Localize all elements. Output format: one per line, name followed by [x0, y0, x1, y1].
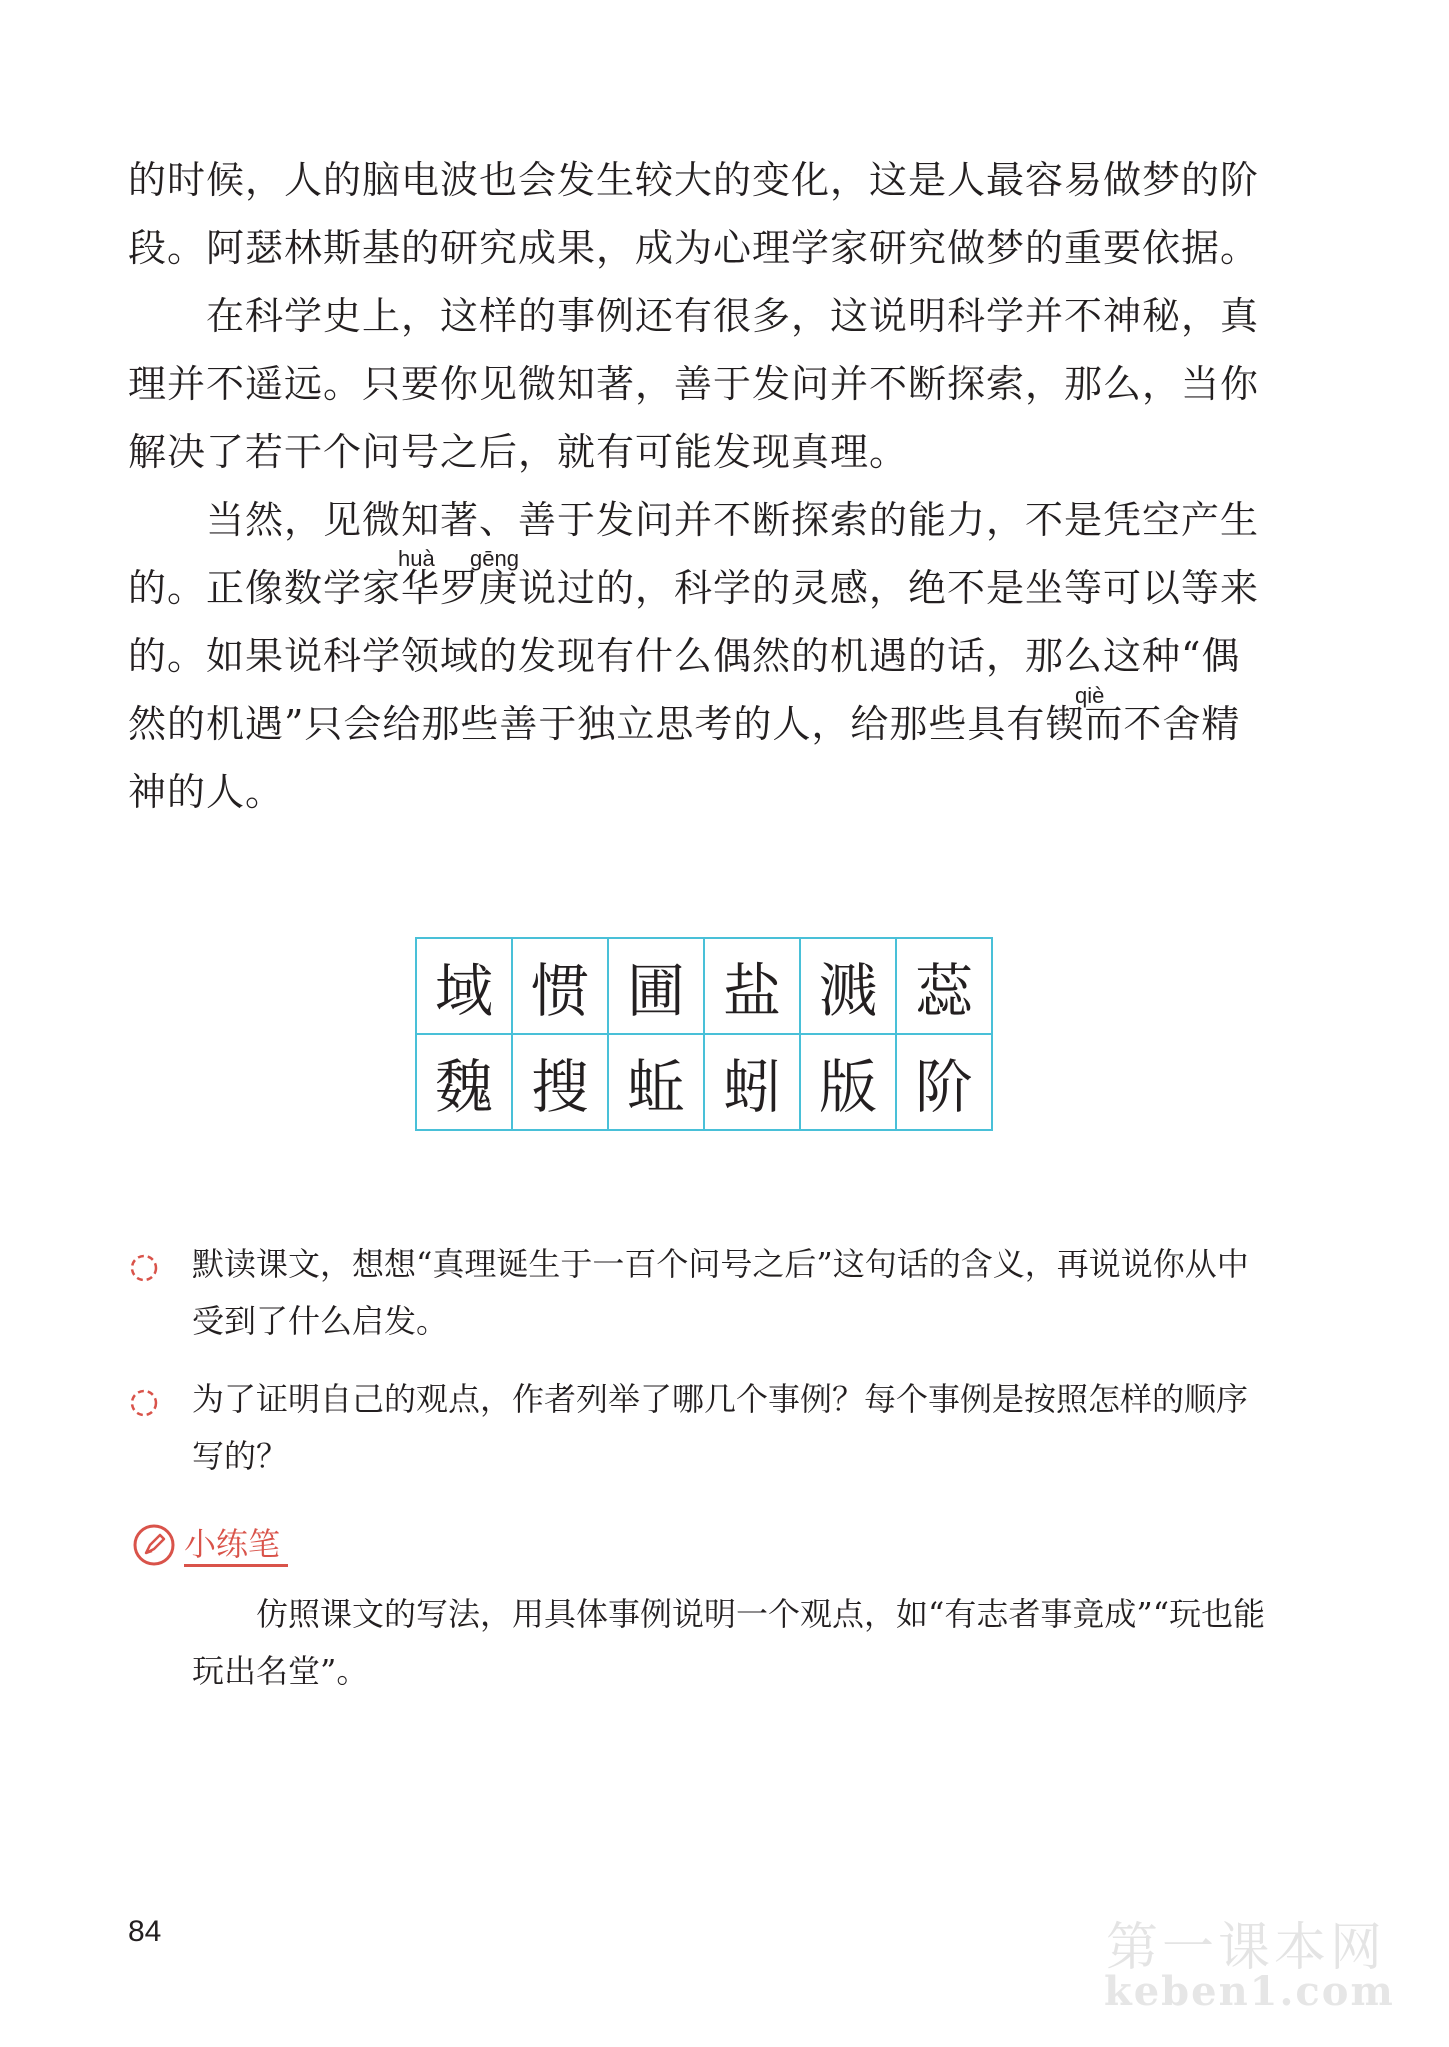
pinyin-geng: gēng	[470, 546, 519, 571]
character-cell: 阶	[896, 1034, 992, 1130]
character-cell: 魏	[416, 1034, 512, 1130]
pinyin-qie: qiè	[1075, 683, 1105, 708]
character-cell: 搜	[512, 1034, 608, 1130]
character-cell: 版	[800, 1034, 896, 1130]
characters-row-2	[416, 1034, 992, 1130]
character-cell: 蚯	[608, 1034, 704, 1130]
question-2: 为了证明自己的观点，作者列举了哪几个事例？每个事例是按照怎样的顺序写的？	[192, 1380, 1249, 1475]
practice-title: 小练笔	[184, 1524, 288, 1567]
question-1: 默读课文，想想“真理诞生于一百个问号之后”这句话的含义，再说说你从中受到了什么启发。	[192, 1245, 1249, 1340]
pinyin-hua: huà	[398, 546, 435, 571]
character-cell: 溅	[800, 938, 896, 1034]
character-cell: 域	[416, 938, 512, 1034]
dotted-circle-icon	[128, 1387, 160, 1419]
practice-heading	[132, 1522, 288, 1568]
watermark-cn: 第一课本网	[1106, 1918, 1387, 1978]
character-cell: 圃	[608, 938, 704, 1034]
new-characters-grid	[415, 937, 993, 1131]
paragraph-2: 在科学史上，这样的事例还有很多，这说明科学并不神秘，真理并不遥远。只要你见微知著，善于发问并不断探索，那么，当你解决了若干个问号之后，就有可能发现真理。	[128, 294, 1260, 474]
practice-text: 仿照课文的写法，用具体事例说明一个观点，如“有志者事竟成”“玩也能玩出名堂”。	[192, 1595, 1266, 1690]
character-cell: 蚓	[704, 1034, 800, 1130]
character-cell: 惯	[512, 938, 608, 1034]
paragraph-3: 当然，见微知著、善于发问并不断探索的能力，不是凭空产生的。正像数学家华罗庚说过的，科学的灵感，绝不是坐等可以等来的。如果说科学领域的发现有什么偶然的机遇的话，那么这种“偶然的机遇”只会给那些善于独立思考的人，给那些具有锲而不舍精神的人。	[128, 498, 1260, 814]
paragraph-1: 的时候，人的脑电波也会发生较大的变化，这是人最容易做梦的阶段。阿瑟林斯基的研究成果，成为心理学家研究做梦的重要依据。	[128, 158, 1260, 270]
character-cell: 蕊	[896, 938, 992, 1034]
dotted-circle-icon	[128, 1252, 160, 1284]
watermark-en: keben1.com	[1104, 1968, 1395, 2015]
pen-icon	[132, 1523, 176, 1567]
character-cell: 盐	[704, 938, 800, 1034]
page-number: 84	[128, 1915, 162, 1948]
characters-row-1	[416, 938, 992, 1034]
